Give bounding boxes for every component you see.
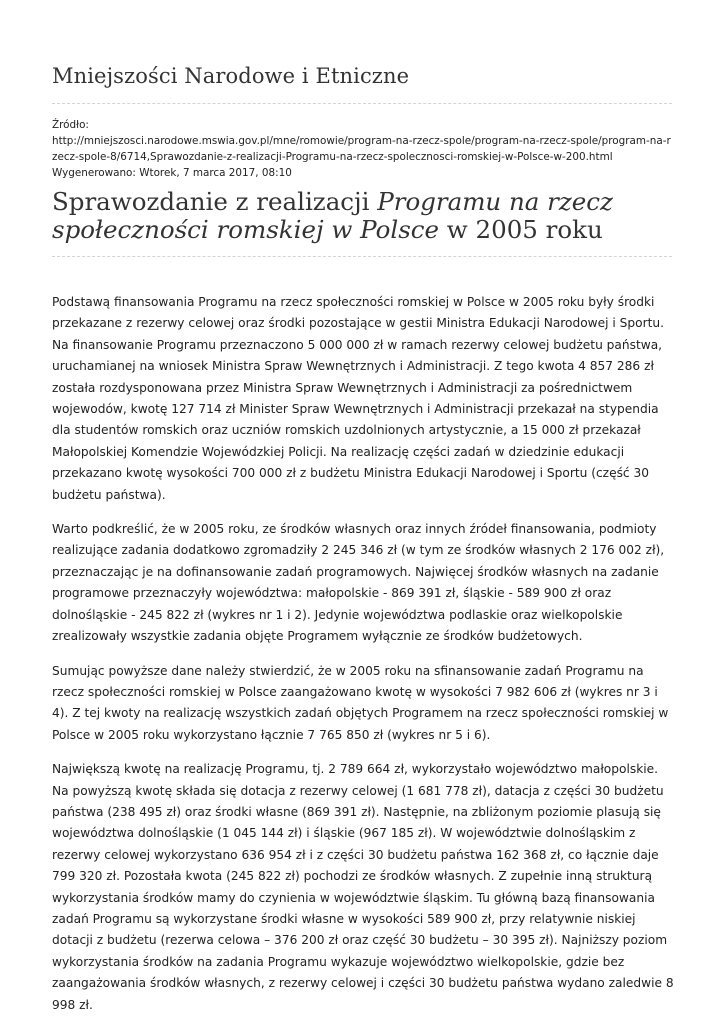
- paragraph: Sumując powyższe dane należy stwierdzić, że w 2005 roku na sfinansowanie zadań Programu na rzecz społeczności romskiej w Polsce zaangażowano kwotę w wysokości 7 982 606 zł (wykres nr 3 i 4). Z tej kwoty na realizację wszystkich zadań objętych Programem na rzecz społeczności romskiej w Polsce w 2005 roku wykorzystano łącznie 7 765 850 zł (wykres nr 5 i 6).: [52, 663, 669, 742]
- paragraph: Warto podkreślić, że w 2005 roku, ze środków własnych oraz innych źródeł finansowania, podmioty realizujące zadania dodatkowo zgromadziły 2 245 346 zł (w tym ze środków własnych 2 176 002 zł), przeznaczając je na dofinansowanie zadań programowych. Najwięcej środków własnych na zadanie programowe przeznaczyły województwa: małopolskie - 869 391 zł, śląskie - 589 900 zł oraz dolnośląskie - 245 822 zł (wykres nr 1 i 2). Jedynie województwa podlaskie oraz wielkopolskie zrealizowały wszystkie zadania objęte Programem wyłącznie ze środków budżetowych.: [52, 522, 665, 644]
- document-title: [52, 188, 672, 244]
- title-divider: [52, 256, 672, 257]
- paragraph: Podstawą finansowania Programu na rzecz społeczności romskiej w Polsce w 2005 roku były środki przekazane z rezerwy celowej oraz środki pozostające w gestii Ministra Edukacji Narodowej i Sportu. Na finansowanie Programu przeznaczono 5 000 000 zł w ramach rezerwy celowej budżetu państwa, uruchamianej na wniosek Ministra Spraw Wewnętrznych i Administracji. Z tego kwota 4 857 286 zł została rozdysponowana przez Ministra Spraw Wewnętrznych i Administracji za pośrednictwem wojewodów, kwotę 127 714 zł Minister Spraw Wewnętrznych i Administracji przekazał na stypendia dla studentów romskich oraz uczniów romskich uzdolnionych artystycznie, a 15 000 zł przekazał Małopolskiej Komendzie Wojewódzkiej Policji. Na realizację części zadań w dziedzinie edukacji przekazano kwotę wysokości 700 000 zł z budżetu Ministra Edukacji Narodowej i Sportu (część 30 budżetu państwa).: [52, 295, 664, 502]
- document-body: [52, 292, 674, 1029]
- document-title-suffix: w 2005 roku: [439, 215, 603, 244]
- source-url[interactable]: http://mniejszosci.narodowe.mswia.gov.pl/mne/romowie/program-na-rzecz-spole/program-na-rzecz-spole/program-na-rzecz-spole-8/6714,Sprawozdanie-z-realizacji-Programu-na-rzecz-spolecznosci-romskiej-w-Polsce-w-200.html: [52, 135, 671, 163]
- generated-date: Wygenerowano: Wtorek, 7 marca 2017, 08:10: [52, 167, 292, 179]
- source-meta: [52, 117, 674, 181]
- paragraph: Największą kwotę na realizację Programu, tj. 2 789 664 zł, wykorzystało województwo małopolskie. Na powyższą kwotę składa się dotacja z rezerwy celowej (1 681 778 zł), datacja z części 30 budżetu państwa (238 495 zł) oraz środki własne (869 391 zł). Następnie, na zbliżonym poziomie plasują się województwa dolnośląskie (1 045 144 zł) i śląskie (967 185 zł). W województwie dolnośląskim z rezerwy celowej wykorzystano 636 954 zł i z części 30 budżetu państwa 162 368 zł, co łącznie daje 799 320 zł. Pozostała kwota (245 822 zł) pochodzi ze środków własnych. Z zupełnie inną strukturą wykorzystania środków mamy do czynienia w województwie śląskim. Tu główną bazą finansowania zadań Programu są wykorzystane środki własne w wysokości 589 900 zł, przy relatywnie niskiej dotacji z budżetu (rezerwa celowa – 376 200 zł oraz część 30 budżetu – 30 395 zł). Najniższy poziom wykorzystania środków na zadania Programu wykazuje województwo wielkopolskie, gdzie bez zaangażowania środków własnych, z rezerwy celowej i części 30 budżetu państwa wydano zaledwie 8 998 zł.: [52, 762, 674, 1012]
- document-title-prefix: Sprawozdanie z realizacji: [52, 187, 378, 216]
- document-title-italic: Programu na rzecz społeczności romskiej w Polsce: [52, 187, 613, 244]
- source-label: Źródło:: [52, 119, 89, 131]
- site-title: Mniejszości Narodowe i Etniczne: [52, 64, 410, 88]
- header-divider: [52, 103, 672, 104]
